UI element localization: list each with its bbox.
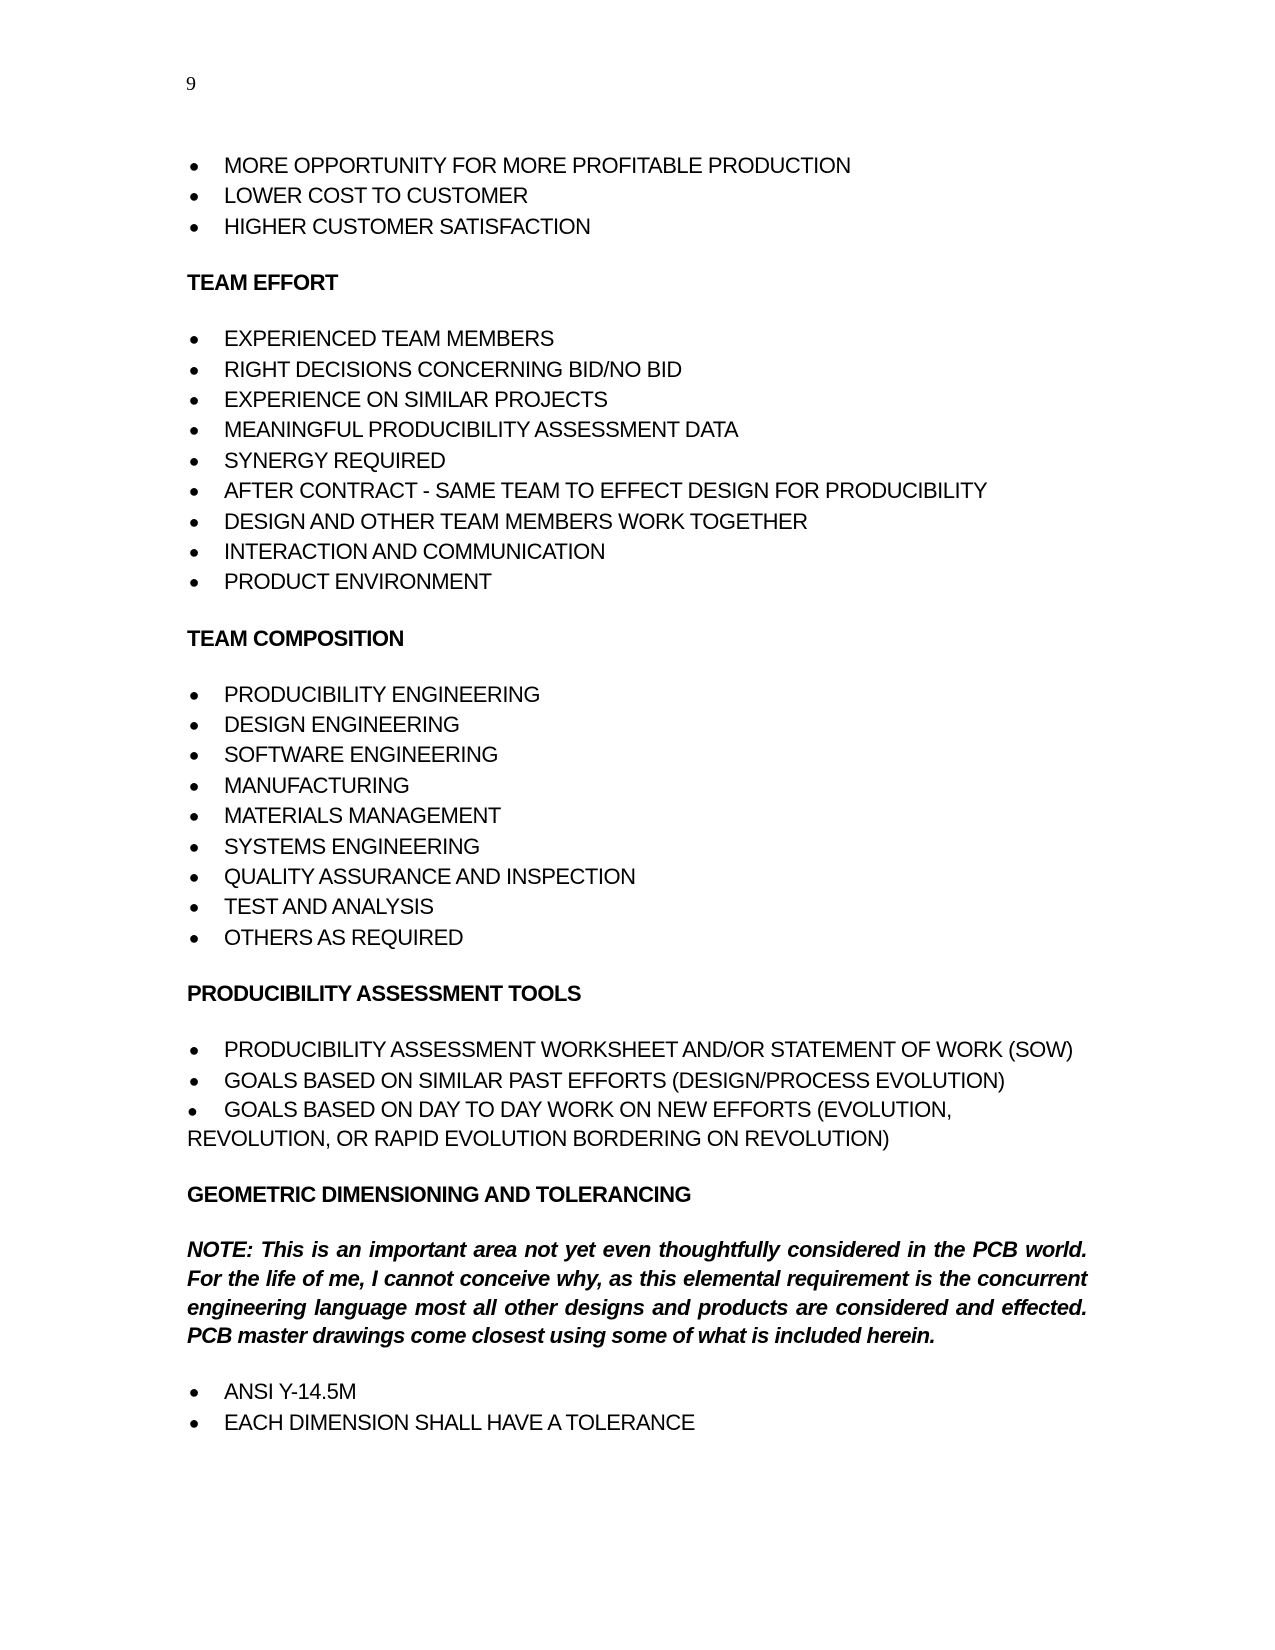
list-item: ● MEANINGFUL PRODUCIBILITY ASSESSMENT DATA xyxy=(187,415,1087,445)
gdt-note-paragraph: NOTE: This is an important area not yet even thoughtfully considered in the PCB world. For the life of me, I cannot conceive why, as this elemental requirement is the concurrent engineering language most all other designs and products are considered and effected. PCB master drawings come closest using some of what is included herein. xyxy=(187,1236,1087,1349)
bullet-icon: ● xyxy=(188,775,200,796)
list-item: ● MANUFACTURING xyxy=(187,771,1087,801)
bullet-icon: ● xyxy=(187,1100,198,1121)
bullet-icon: ● xyxy=(188,715,200,736)
team-composition-list xyxy=(187,680,1087,954)
bullet-icon: ● xyxy=(188,572,200,593)
section-heading-team-effort: TEAM EFFORT xyxy=(187,270,338,296)
bullet-icon: ● xyxy=(188,927,200,948)
list-item: ● TEST AND ANALYSIS xyxy=(187,892,1087,922)
bullet-icon: ● xyxy=(188,541,200,562)
list-item: ● GOALS BASED ON SIMILAR PAST EFFORTS (DESIGN/PROCESS EVOLUTION) xyxy=(187,1066,1087,1096)
team-effort-list xyxy=(187,324,1087,598)
list-item: ● LOWER COST TO CUSTOMER xyxy=(187,181,1087,211)
list-item: ● PRODUCIBILITY ENGINEERING xyxy=(187,680,1087,710)
list-item: ● MATERIALS MANAGEMENT xyxy=(187,801,1087,831)
bullet-icon: ● xyxy=(188,806,200,827)
list-item: ● AFTER CONTRACT - SAME TEAM TO EFFECT DESIGN FOR PRODUCIBILITY xyxy=(187,476,1087,506)
bullet-icon: ● xyxy=(188,1070,200,1091)
bullet-icon: ● xyxy=(188,156,200,176)
section-heading-team-composition: TEAM COMPOSITION xyxy=(187,625,404,651)
bullet-icon: ● xyxy=(188,897,200,918)
page-number: 9 xyxy=(186,73,196,95)
bullet-icon: ● xyxy=(188,836,200,857)
bullet-icon: ● xyxy=(188,481,200,502)
bullet-icon: ● xyxy=(188,359,200,380)
list-item: ● EXPERIENCED TEAM MEMBERS xyxy=(187,324,1087,354)
bullet-icon: ● xyxy=(188,684,200,705)
list-item: ● HIGHER CUSTOMER SATISFACTION xyxy=(187,212,1087,242)
section-heading-assessment-tools: PRODUCIBILITY ASSESSMENT TOOLS xyxy=(187,981,582,1007)
list-item: ● PRODUCIBILITY ASSESSMENT WORKSHEET AND/OR STATEMENT OF WORK (SOW) xyxy=(187,1035,1087,1065)
bullet-icon: ● xyxy=(188,867,200,888)
list-item: ● GOALS BASED ON DAY TO DAY WORK ON NEW EFFORTS (EVOLUTION, REVOLUTION, OR RAPID EVOLUTION BORDERING ON REVOLUTION) xyxy=(187,1096,952,1152)
bullet-icon: ● xyxy=(188,389,200,410)
list-item: ● MORE OPPORTUNITY FOR MORE PROFITABLE PRODUCTION xyxy=(187,151,1087,181)
list-item: ● QUALITY ASSURANCE AND INSPECTION xyxy=(187,862,1087,892)
list-item: ● ANSI Y-14.5M xyxy=(187,1377,1087,1407)
list-item: ● DESIGN ENGINEERING xyxy=(187,710,1087,740)
section-heading-gdt: GEOMETRIC DIMENSIONING AND TOLERANCING xyxy=(187,1181,692,1207)
assessment-tools-list xyxy=(187,1035,1087,1154)
bullet-icon: ● xyxy=(188,450,200,471)
intro-bullet-list xyxy=(187,151,1087,242)
list-item: ● SYSTEMS ENGINEERING xyxy=(187,832,1087,862)
list-item: ● SYNERGY REQUIRED xyxy=(187,446,1087,476)
list-item: ● SOFTWARE ENGINEERING xyxy=(187,740,1087,770)
bullet-icon: ● xyxy=(188,1382,200,1403)
bullet-icon: ● xyxy=(188,216,200,237)
list-item: ● PRODUCT ENVIRONMENT xyxy=(187,567,1087,597)
bullet-icon: ● xyxy=(188,329,200,350)
list-item: ● RIGHT DECISIONS CONCERNING BID/NO BID xyxy=(187,355,1087,385)
bullet-icon: ● xyxy=(188,1040,200,1061)
bullet-icon: ● xyxy=(188,186,200,207)
bullet-icon: ● xyxy=(188,511,200,532)
list-item: ● INTERACTION AND COMMUNICATION xyxy=(187,537,1087,567)
list-item: ● EACH DIMENSION SHALL HAVE A TOLERANCE xyxy=(187,1408,1087,1438)
bullet-icon: ● xyxy=(188,1412,200,1433)
list-item: ● EXPERIENCE ON SIMILAR PROJECTS xyxy=(187,385,1087,415)
list-item: ● DESIGN AND OTHER TEAM MEMBERS WORK TOGETHER xyxy=(187,507,1087,537)
page-content xyxy=(187,151,1087,1438)
bullet-icon: ● xyxy=(188,745,200,766)
list-item: ● OTHERS AS REQUIRED xyxy=(187,923,1087,953)
gdt-list xyxy=(187,1377,1087,1438)
bullet-icon: ● xyxy=(188,420,200,441)
